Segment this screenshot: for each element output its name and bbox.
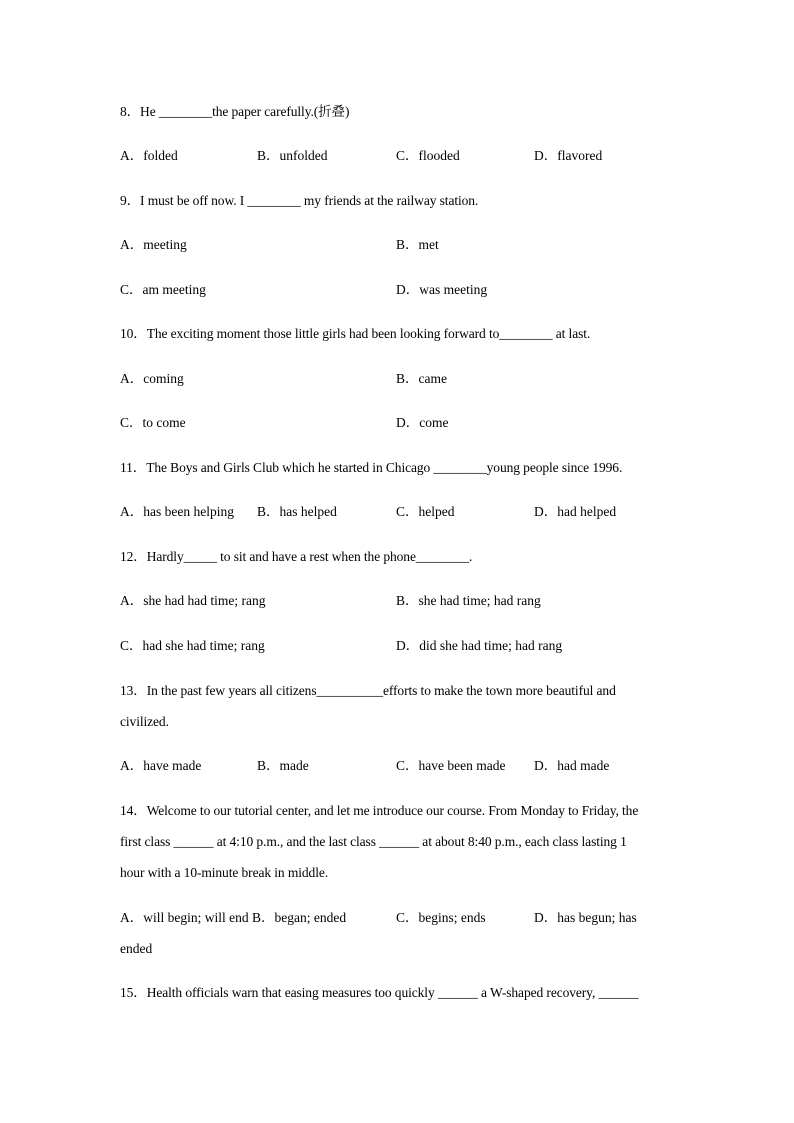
- q13-option-b: B．made: [257, 758, 309, 773]
- q10-option-a: A．coming: [120, 371, 184, 386]
- q9-option-d: D．was meeting: [396, 282, 488, 297]
- question-10-stem: 10．The exciting moment those little girls had been looking forward to________ at last.: [120, 326, 591, 341]
- q12-option-a: A．she had had time; rang: [120, 593, 266, 608]
- q13-option-d: D．had made: [534, 758, 610, 773]
- question-13-stem-line-2: civilized.: [120, 714, 169, 729]
- question-12-stem: 12．Hardly_____ to sit and have a rest when the phone________.: [120, 549, 473, 564]
- q14-option-d-continued: ended: [120, 941, 153, 956]
- question-15-stem: 15．Health officials warn that easing measures too quickly ______ a W-shaped recovery, ______: [120, 985, 639, 1000]
- q10-option-c: C．to come: [120, 415, 186, 430]
- q12-option-b: B．she had time; had rang: [396, 593, 541, 608]
- question-8-stem: 8．He ________the paper carefully.(折叠): [120, 104, 350, 119]
- question-14-stem-line-2: first class ______ at 4:10 p.m., and the last class ______ at about 8:40 p.m., each class lasting 1: [120, 834, 627, 849]
- q8-option-b: B．unfolded: [257, 148, 328, 163]
- q8-option-c: C．flooded: [396, 148, 460, 163]
- q13-option-a: A．have made: [120, 758, 202, 773]
- q11-option-c: C．helped: [396, 504, 455, 519]
- q11-option-b: B．has helped: [257, 504, 337, 519]
- question-14-stem-line-1: 14．Welcome to our tutorial center, and let me introduce our course. From Monday to Friday, the: [120, 803, 639, 818]
- q9-option-a: A．meeting: [120, 237, 187, 252]
- q10-option-d: D．come: [396, 415, 449, 430]
- question-13-stem-line-1: 13．In the past few years all citizens__________efforts to make the town more beautiful and: [120, 683, 616, 698]
- q11-option-a: A．has been helping: [120, 504, 234, 519]
- q13-option-c: C．have been made: [396, 758, 506, 773]
- q10-option-b: B．came: [396, 371, 447, 386]
- q8-option-d: D．flavored: [534, 148, 603, 163]
- q14-option-d: D．has begun; has: [534, 910, 637, 925]
- q9-option-c: C．am meeting: [120, 282, 206, 297]
- q9-option-b: B．met: [396, 237, 439, 252]
- q14-option-c: C．begins; ends: [396, 910, 486, 925]
- q12-option-d: D．did she had time; had rang: [396, 638, 563, 653]
- q8-option-a: A．folded: [120, 148, 178, 163]
- q14-option-a-b: A．will begin; will end B．began; ended: [120, 910, 347, 925]
- question-14-stem-line-3: hour with a 10-minute break in middle.: [120, 865, 329, 880]
- question-9-stem: 9．I must be off now. I ________ my friends at the railway station.: [120, 193, 479, 208]
- q12-option-c: C．had she had time; rang: [120, 638, 265, 653]
- question-11-stem: 11．The Boys and Girls Club which he started in Chicago ________young people since 1996.: [120, 460, 623, 475]
- q11-option-d: D．had helped: [534, 504, 617, 519]
